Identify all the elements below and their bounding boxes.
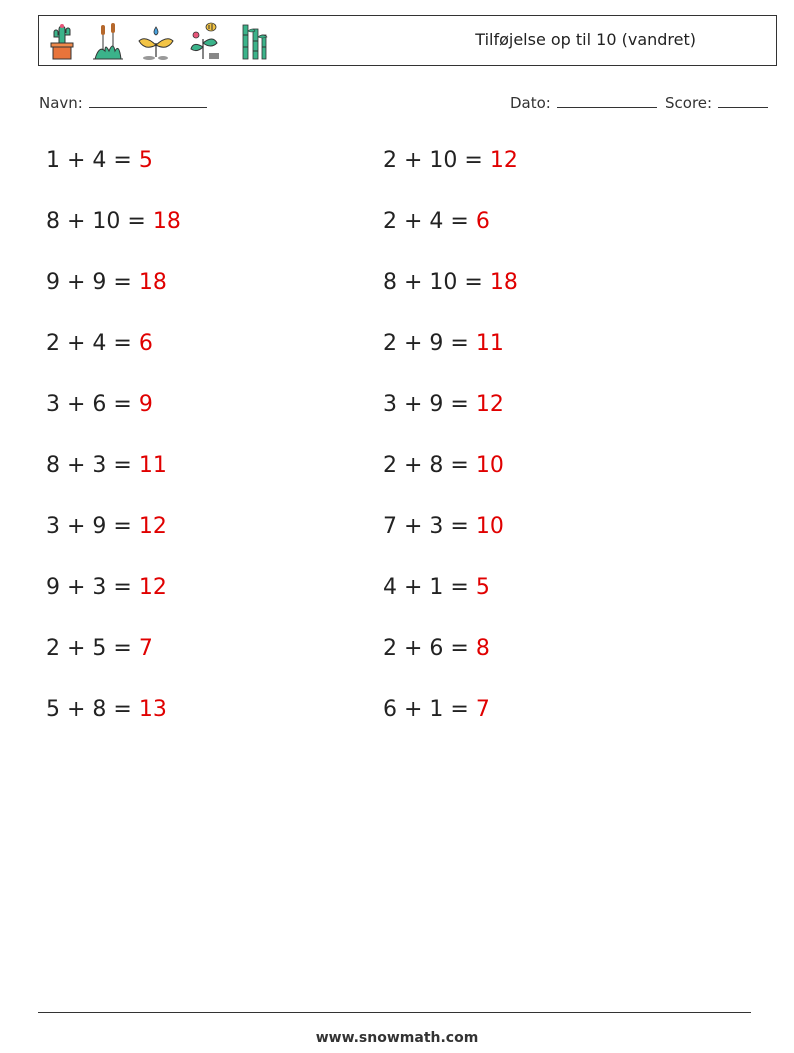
problem-answer: 5 (138, 148, 153, 173)
problem-answer: 7 (138, 636, 153, 661)
problem-question: 5 + 8 = (46, 697, 139, 722)
problem-item (383, 148, 518, 173)
problem-item (46, 514, 167, 539)
problem-item (46, 270, 167, 295)
footer-divider (38, 1012, 751, 1013)
problem-answer: 18 (489, 270, 518, 295)
problem-question: 7 + 3 = (383, 514, 476, 539)
problem-item (383, 575, 490, 600)
problem-question: 9 + 9 = (46, 270, 139, 295)
problem-question: 8 + 3 = (46, 453, 139, 478)
problem-item (46, 331, 153, 356)
problem-item (46, 209, 181, 234)
problem-item (46, 392, 153, 417)
problem-item (46, 697, 167, 722)
problem-item (383, 636, 490, 661)
problem-item (383, 331, 504, 356)
name-label: Navn: (39, 94, 83, 112)
problem-question: 8 + 10 = (46, 209, 153, 234)
problem-item (46, 575, 167, 600)
problem-question: 2 + 10 = (383, 148, 490, 173)
worksheet-title: Tilføjelse op til 10 (vandret) (475, 30, 696, 49)
problem-question: 2 + 4 = (46, 331, 139, 356)
problem-item (383, 270, 518, 295)
problem-question: 9 + 3 = (46, 575, 139, 600)
problem-answer: 7 (475, 697, 490, 722)
problem-item (383, 514, 504, 539)
problem-item (46, 148, 153, 173)
problem-question: 2 + 6 = (383, 636, 476, 661)
problem-question: 3 + 9 = (383, 392, 476, 417)
problem-item (46, 636, 153, 661)
problem-answer: 9 (138, 392, 153, 417)
problem-question: 1 + 4 = (46, 148, 139, 173)
problem-answer: 13 (138, 697, 167, 722)
problem-answer: 12 (475, 392, 504, 417)
problem-question: 2 + 4 = (383, 209, 476, 234)
footer-url: www.snowmath.com (315, 1030, 479, 1046)
date-label: Dato: (510, 94, 551, 112)
problem-answer: 11 (475, 331, 504, 356)
problem-question: 2 + 9 = (383, 331, 476, 356)
problem-item (383, 392, 504, 417)
problem-question: 2 + 5 = (46, 636, 139, 661)
problem-answer: 10 (475, 514, 504, 539)
problem-answer: 6 (475, 209, 490, 234)
problem-question: 6 + 1 = (383, 697, 476, 722)
problem-answer: 12 (489, 148, 518, 173)
problem-answer: 6 (138, 331, 153, 356)
problem-question: 4 + 1 = (383, 575, 476, 600)
problem-question: 8 + 10 = (383, 270, 490, 295)
problem-answer: 5 (475, 575, 490, 600)
problem-question: 2 + 8 = (383, 453, 476, 478)
problem-item (383, 209, 490, 234)
score-label: Score: (665, 94, 713, 112)
problem-question: 3 + 9 = (46, 514, 139, 539)
problem-answer: 12 (138, 575, 167, 600)
problem-answer: 11 (138, 453, 167, 478)
problem-answer: 18 (138, 270, 167, 295)
problem-answer: 18 (152, 209, 181, 234)
problem-question: 3 + 6 = (46, 392, 139, 417)
problem-answer: 8 (475, 636, 490, 661)
problem-item (383, 453, 504, 478)
problem-answer: 10 (475, 453, 504, 478)
problem-answer: 12 (138, 514, 167, 539)
problem-item (46, 453, 167, 478)
problem-item (383, 697, 490, 722)
